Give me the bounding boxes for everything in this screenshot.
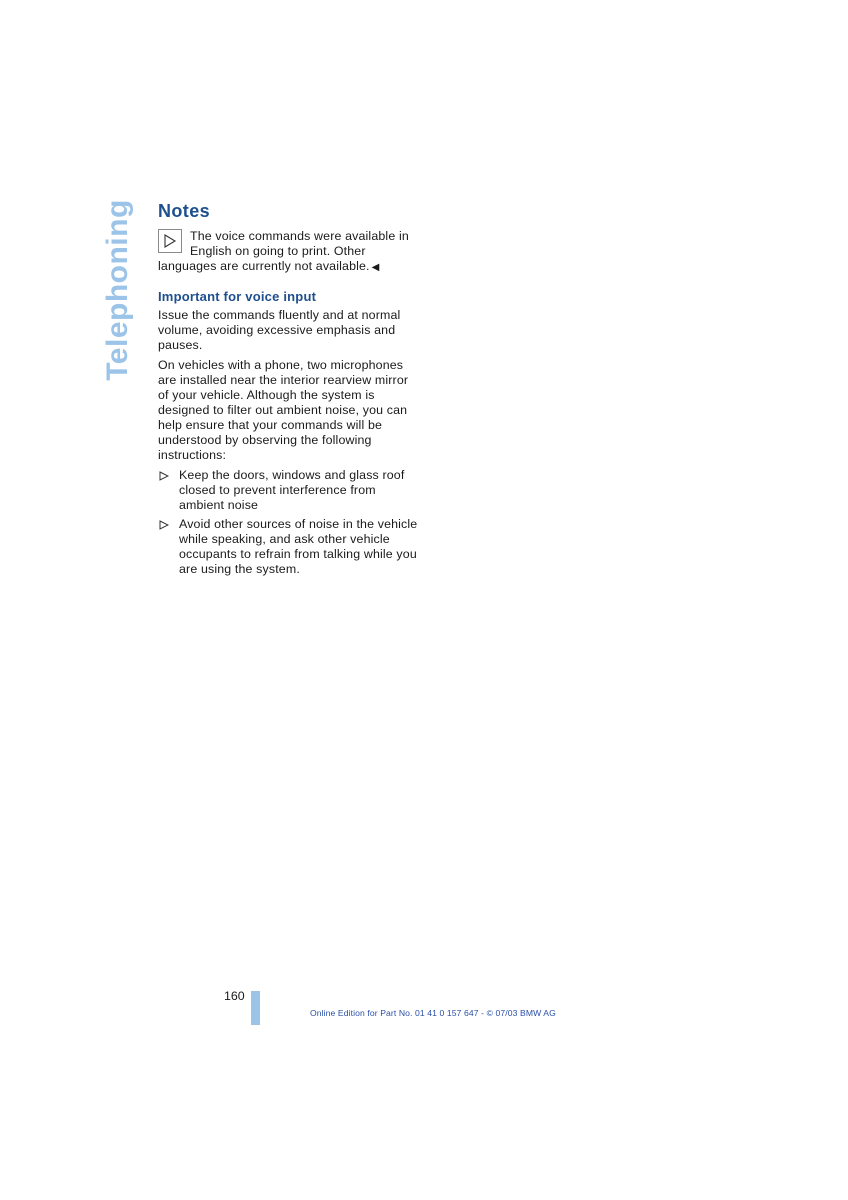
edition-footer: Online Edition for Part No. 01 41 0 157 647 - © 07/03 BMW AG (310, 1008, 556, 1018)
page-number: 160 (224, 989, 245, 1003)
play-triangle-icon (158, 229, 182, 253)
chapter-title: Telephoning (101, 199, 134, 381)
page-marker-bar (251, 991, 260, 1025)
list-item (158, 468, 418, 513)
note-text (158, 229, 418, 275)
triangle-bullet-icon (159, 520, 169, 530)
list-item (158, 517, 418, 577)
voice-input-heading: Important for voice input (158, 289, 317, 304)
paragraph: On vehicles with a phone, two microphones are installed near the interior rearview mirror of your vehicle. Although the system is designed to filter out ambient noise, you can help ensure that your commands will be understood by observing the following instructions: (158, 358, 409, 462)
notes-heading: Notes (158, 201, 211, 221)
note-box (158, 229, 418, 275)
list-item-text: Keep the doors, windows and glass roof closed to prevent interference from ambient noise (179, 468, 405, 512)
chapter-side-tab (101, 199, 134, 381)
instruction-list (158, 468, 418, 577)
end-mark-icon: ◀ (371, 262, 380, 273)
list-item-text: Avoid other sources of noise in the vehicle while speaking, and ask other vehicle occupants to refrain from talking while you are using the system. (179, 517, 418, 576)
paragraph: Issue the commands fluently and at normal volume, avoiding excessive emphasis and pauses. (158, 308, 401, 352)
note-body: The voice commands were available in English on going to print. Other languages are currently not available. (158, 229, 409, 273)
triangle-bullet-icon (159, 471, 169, 481)
page-content (158, 200, 418, 581)
